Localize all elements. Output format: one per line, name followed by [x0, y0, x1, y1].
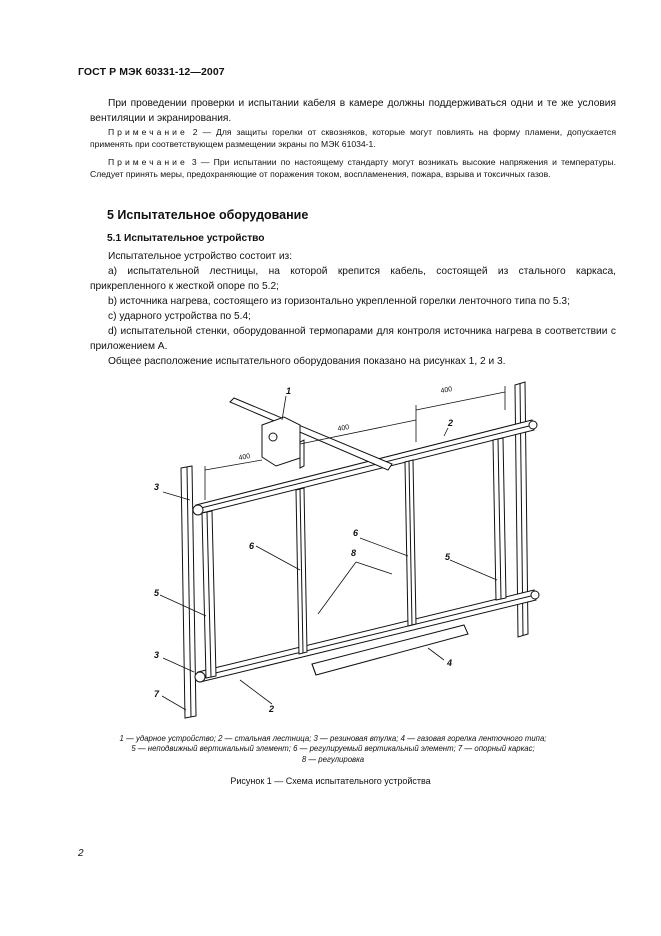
- section-5-1-heading: 5.1 Испытательное устройство: [107, 233, 265, 244]
- section-5-heading: 5 Испытательное оборудование: [107, 208, 309, 222]
- list-item-b: b) источника нагрева, состоящего из горизонтально укрепленной горелки ленточного типа по 5.3;: [108, 296, 570, 307]
- callout-6-right: 6: [353, 528, 359, 538]
- legend-line-2: 5 — неподвижный вертикальный элемент; 6 — регулируемый вертикальный элемент; 7 — опорный каркас;: [131, 744, 535, 754]
- callout-3-bottom: 3: [154, 650, 160, 660]
- callout-6-left: 6: [249, 541, 255, 551]
- dimension-line-middle: [300, 420, 416, 444]
- leader-2-top: [444, 428, 448, 436]
- document-header: ГОСТ Р МЭК 60331-12—2007: [78, 66, 225, 78]
- dimension-400-middle: 400: [337, 424, 350, 433]
- test-apparatus-figure: [0, 370, 661, 730]
- note-2-text: 2 — Для защиты горелки от сквозняков, которые могут повлиять на форму пламени, допускается применять при соответствующем размещении экраны по МЭК 61034-1.: [90, 127, 616, 150]
- note-2: [90, 126, 616, 151]
- leader-6-left: [256, 546, 300, 570]
- impact-device-bracket: [262, 417, 300, 466]
- top-rail-edge: [197, 425, 533, 509]
- leader-8-left: [318, 562, 356, 614]
- rubber-bushing-bottom-left: [195, 672, 205, 682]
- dimension-400-left: 400: [238, 453, 251, 462]
- rubber-bushing-top-right: [529, 421, 537, 429]
- figure-caption: Рисунок 1 — Схема испытательного устройства: [230, 776, 431, 786]
- dimension-400-right: 400: [440, 386, 453, 395]
- callout-5-right: 5: [445, 552, 451, 562]
- rubber-bushing-top-left: [193, 505, 203, 515]
- list-item-c: c) ударного устройства по 5.4;: [108, 311, 251, 322]
- leader-5-right: [450, 560, 497, 580]
- callout-3-top: 3: [154, 482, 160, 492]
- list-intro: Испытательное устройство состоит из:: [108, 251, 293, 262]
- leader-4: [428, 648, 444, 660]
- callout-5-left: 5: [154, 588, 160, 598]
- note-2-label: Примечание: [108, 127, 188, 137]
- dimension-line-left: [205, 460, 262, 470]
- leader-2-bottom: [240, 680, 272, 704]
- callout-2-top: 2: [448, 418, 454, 428]
- callout-7: 7: [154, 689, 160, 699]
- note-3-text: 3 — При испытании по настоящему стандарту могут возникать высокие напряжения и температуры. Следует принять меры, предохраняющие от поражения током, воспламенения, пожара, взрыва и токсичных газов.: [90, 157, 616, 180]
- callout-4: 4: [447, 658, 453, 668]
- list-item-d: d) испытательной стенки, оборудованной термопарами для контроля источника нагрева в соответствии с приложением А.: [90, 326, 616, 352]
- callout-2-bottom: 2: [269, 704, 275, 714]
- leader-7: [162, 696, 186, 710]
- leader-8-right: [356, 562, 392, 574]
- leader-6-right: [360, 538, 408, 556]
- paragraph-conditions: При проведении проверки и испытании кабеля в камере должны поддерживаться одни и те же условия вентиляции и экранирования.: [90, 98, 616, 124]
- impact-device-rod: [230, 398, 392, 470]
- leader-1: [282, 396, 286, 420]
- legend-line-3: 8 — регулировка: [301, 754, 365, 764]
- figure-legend: [100, 734, 566, 765]
- note-3: [90, 156, 616, 181]
- callout-1: 1: [286, 386, 292, 396]
- bottom-rail-edge: [199, 595, 535, 677]
- list-outro: Общее расположение испытательного оборудования показано на рисунках 1, 2 и 3.: [108, 356, 506, 367]
- note-3-label: Примечание: [108, 157, 188, 167]
- callout-8: 8: [351, 548, 357, 558]
- equipment-list: [90, 249, 616, 369]
- page-number: 2: [78, 848, 84, 859]
- legend-line-1: 1 — ударное устройство; 2 — стальная лестница; 3 — резиновая втулка; 4 — газовая горелка ленточного типа;: [119, 734, 547, 743]
- dimension-line-right: [416, 392, 505, 410]
- list-item-a: а) испытательной лестницы, на которой крепится кабель, состоящей из стального каркаса, прикрепленного к жесткой опоре по 5.2;: [90, 266, 616, 292]
- impact-device-pivot: [269, 433, 277, 441]
- rubber-bushing-bottom-right: [531, 591, 539, 599]
